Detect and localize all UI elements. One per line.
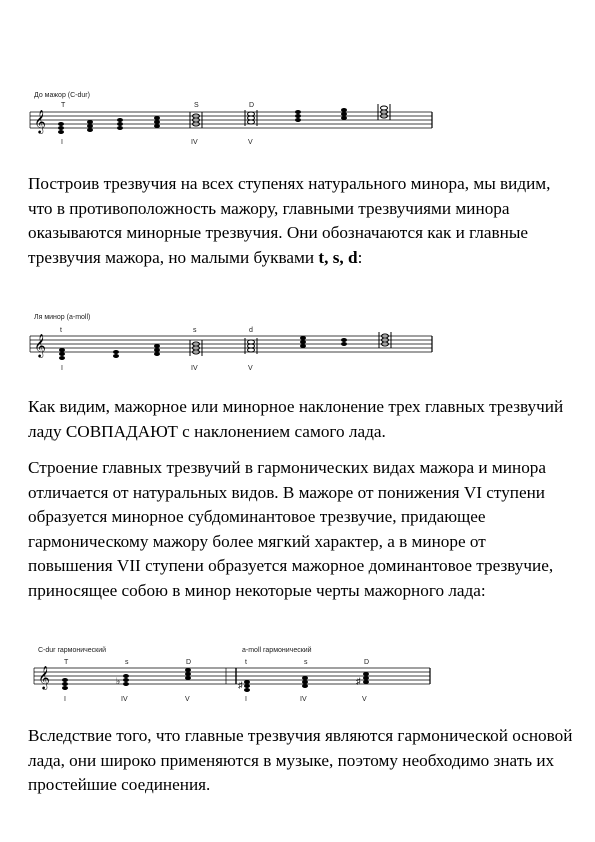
staff3-bottom-left-2: IV [121,696,128,703]
staff2-bottom-3: V [248,365,253,372]
staff3-top-left-2: s [125,659,129,666]
staff3-bottom-left-1: I [64,696,66,703]
staff3-top-right-1: t [245,659,247,666]
bold-letters: t, s, d [318,247,358,267]
paragraph-text: Построив трезвучия на всех ступенях натурального минора, мы видим, что в противоположность мажору, главными трезвучиями минора оказываются минорные трезвучия. Они обозначаются как и главные трезвучия мажора, но малыми буквами [28,174,551,267]
treble-clef-icon: 𝄞 [34,333,46,357]
staff-c-major [30,92,432,146]
flat-sign-icon: ♭ [116,676,121,686]
staff1-top-1: T [61,102,66,109]
staff2-top-2: s [193,327,197,334]
staff3-bottom-right-1: I [245,696,247,703]
staff1-bottom-2: IV [191,139,198,146]
staff1-title: До мажор (C-dur) [34,92,90,99]
staff3-bottom-right-3: V [362,696,367,703]
paragraph-harmonic: Строение главных трезвучий в гармонических видах мажора и минора отличается от натуральных видов. В мажоре от понижения VI ступени образуется минорное субдоминантовое трезвучие, придающее гармоническому мажору более мягкий характер, а в миноре от повышения VII ступени образуется мажорное доминантовое трезвучие, приносящее собою в минор некоторые черты мажорного лада: [28,458,554,600]
staff3-title-right: a-moll гармонический [242,647,312,654]
staff3-bottom-right-2: IV [300,696,307,703]
staff2-top-3: d [249,327,253,334]
staff2-bottom-2: IV [191,365,198,372]
treble-clef-icon: 𝄞 [38,665,50,689]
treble-clef-icon: 𝄞 [34,109,46,133]
paragraph-conclusion: Вследствие того, что главные трезвучия являются гармонической основой лада, они широко применяются в музыке, поэтому необходимо знать их простейшие соединения. [28,726,573,794]
staff1-bottom-1: I [61,139,63,146]
staff3-top-left-1: T [64,659,69,666]
staff3-top-right-3: D [364,659,370,666]
staff1-bottom-3: V [248,139,253,146]
staff1-top-3: D [249,102,255,109]
staff3-bottom-left-3: V [185,696,190,703]
staff2-bottom-1: I [61,365,63,372]
paragraph-end: : [357,247,363,267]
staff1-top-2: S [194,102,199,109]
staff3-top-left-3: D [186,659,192,666]
paragraph-minor-triads [28,172,573,270]
staff3-top-right-2: s [304,659,308,666]
staff-a-minor [30,314,432,372]
sharp-sign-icon: ♯ [238,680,243,690]
staff2-top-1: t [60,327,62,334]
staff3-title-left: C-dur гармонический [38,647,107,654]
sharp-sign-icon: ♯ [356,676,361,686]
staff-harmonic [34,646,430,703]
staff2-title: Ля минор (a-moll) [34,314,91,321]
paragraph-inclination: Как видим, мажорное или минорное наклонение трех главных трезвучий ладу СОВПАДАЮТ с наклонением самого лада. [28,397,564,441]
